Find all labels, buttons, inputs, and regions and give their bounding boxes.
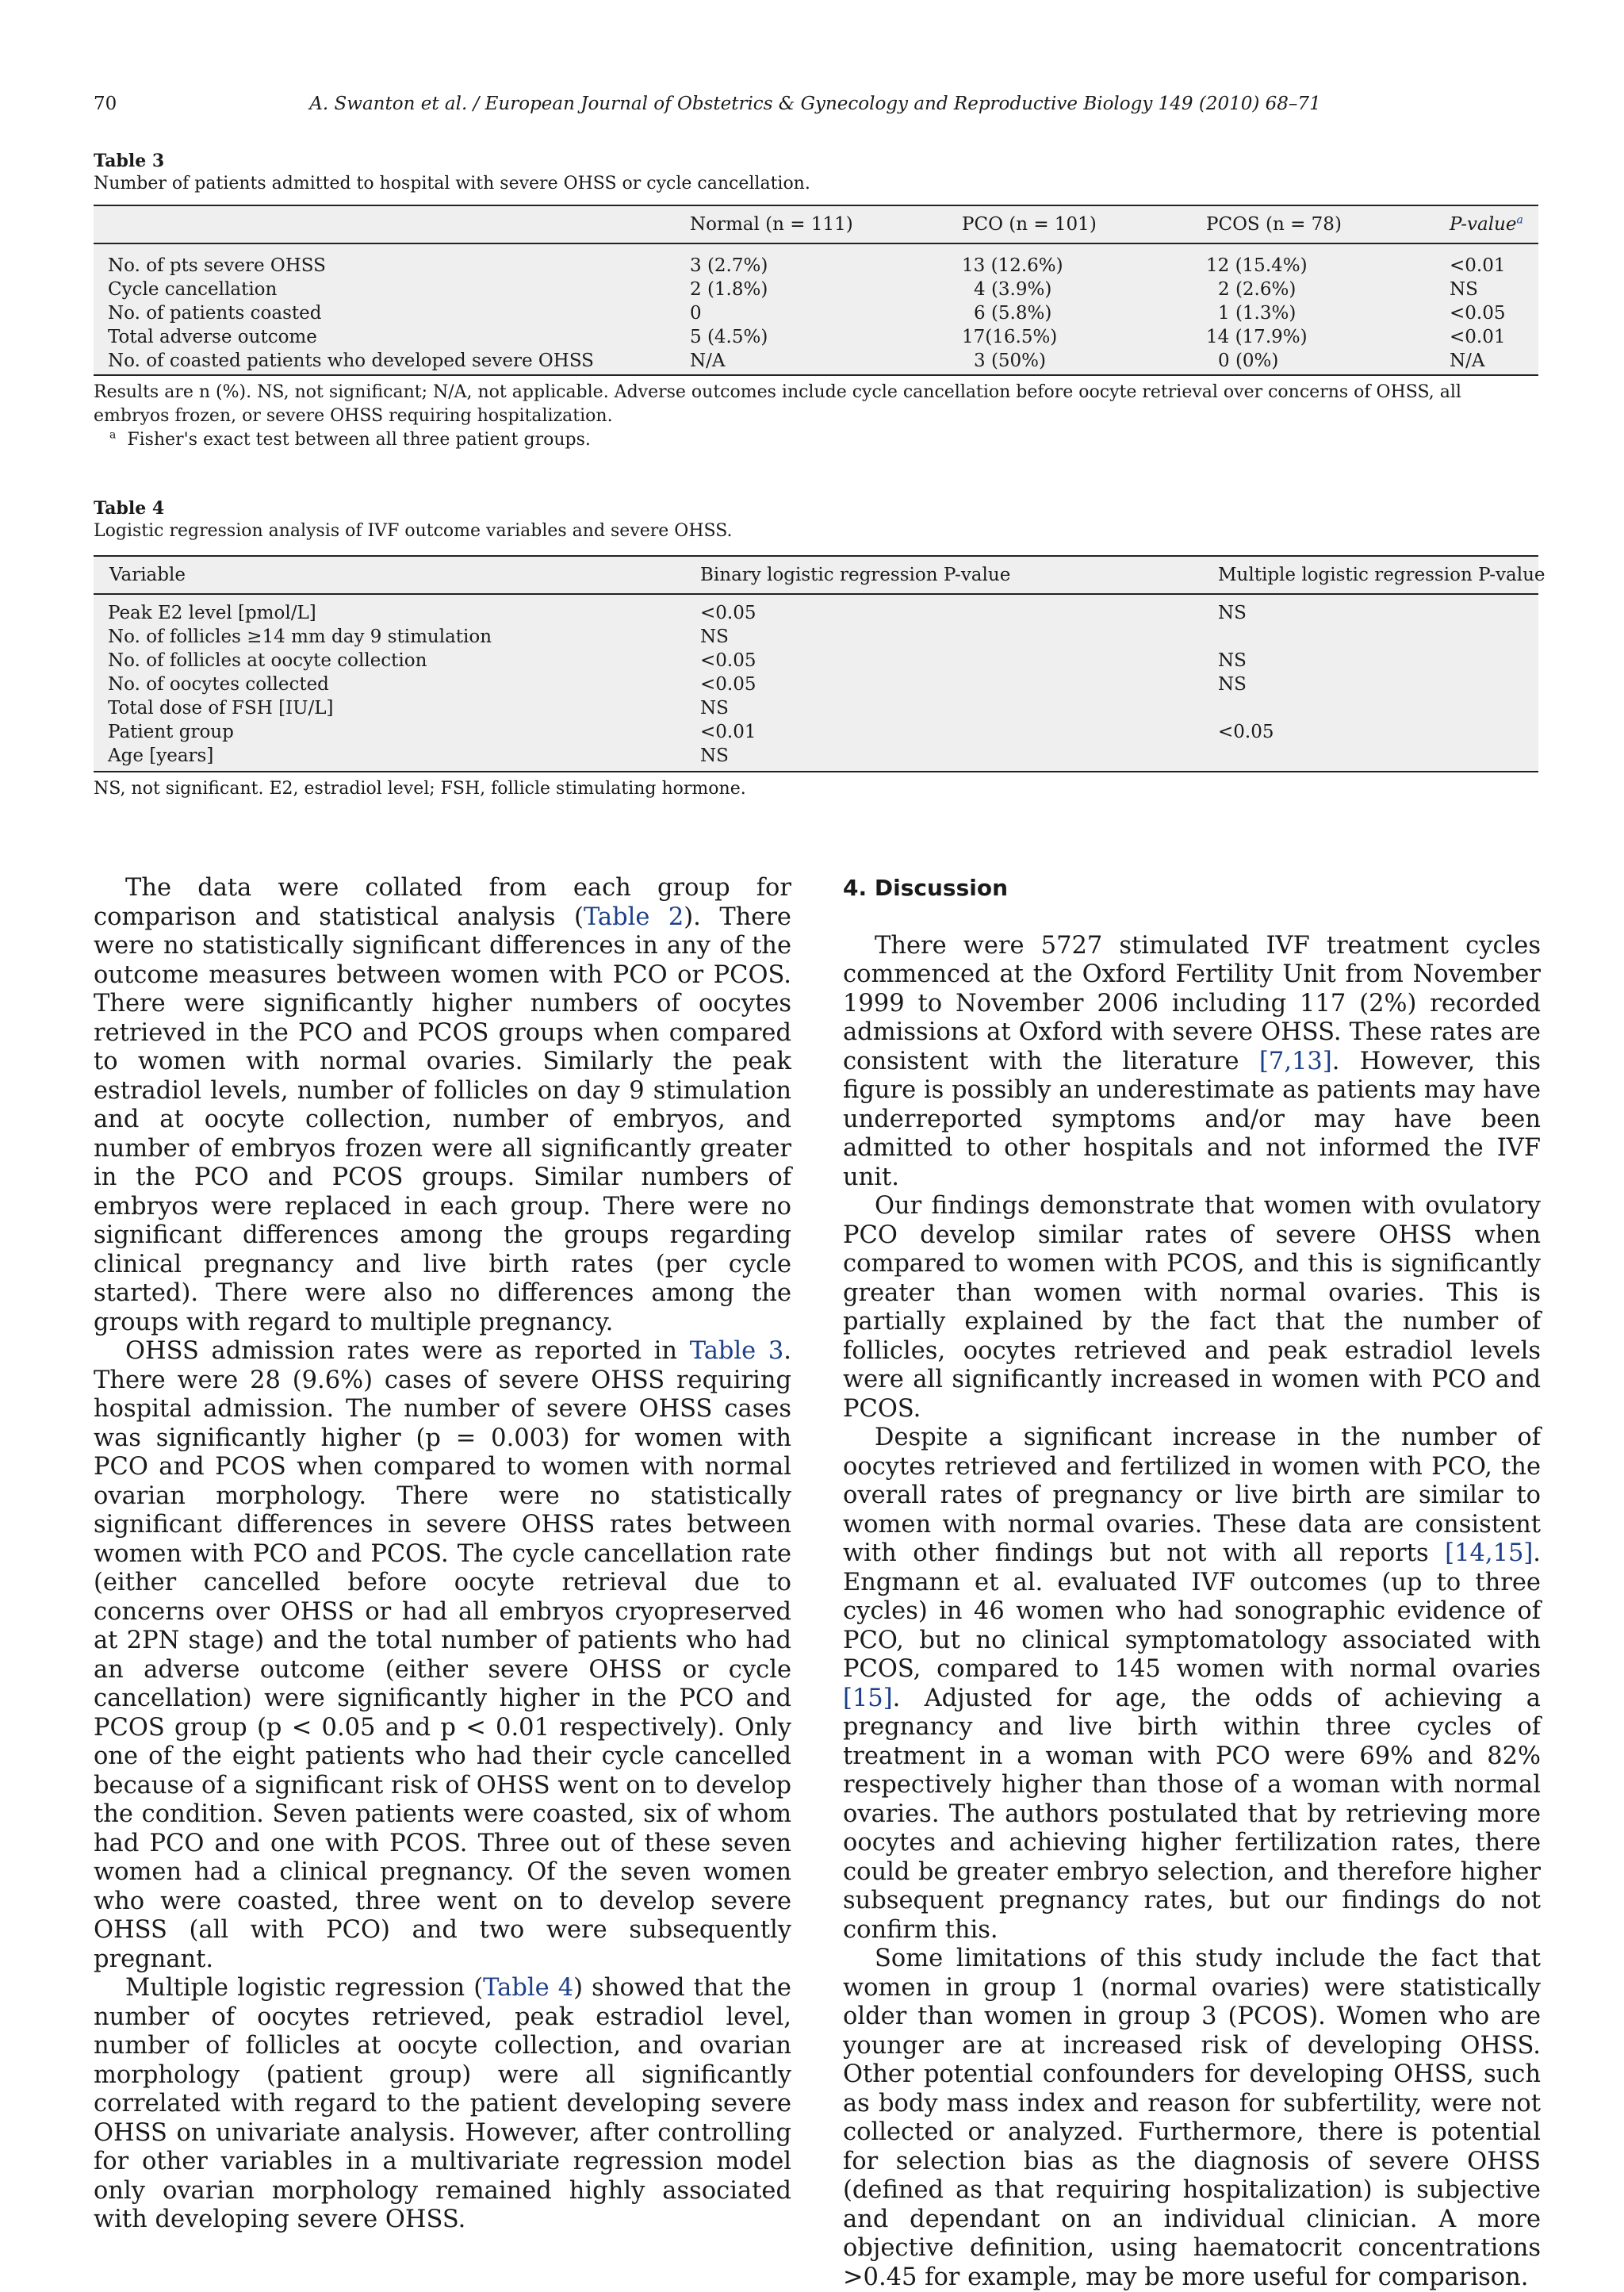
table4 bbox=[94, 555, 1545, 772]
table-row bbox=[94, 650, 1538, 674]
table3-notes bbox=[94, 381, 1538, 452]
table3-cell-normal: 0 bbox=[690, 303, 702, 324]
table3-footnote-text: Fisher's exact test between all three patient groups. bbox=[127, 430, 591, 450]
table4-header-row bbox=[94, 557, 1545, 595]
table3-cell-normal: 2 (1.8%) bbox=[690, 279, 768, 300]
table3-cell-pvalue: N/A bbox=[1450, 351, 1485, 371]
table3-cell-label: Total adverse outcome bbox=[108, 327, 317, 347]
table3-cell-label: No. of pts severe OHSS bbox=[108, 255, 326, 276]
table4-link[interactable]: Table 4 bbox=[483, 1974, 574, 2002]
table-row bbox=[94, 303, 1538, 327]
table3-label: Table 3 bbox=[94, 151, 165, 171]
table4-cell-binary: NS bbox=[700, 627, 729, 647]
table3-caption: Number of patients admitted to hospital with severe OHSS or cycle cancellation. bbox=[94, 174, 810, 194]
table3-cell-pcos: 14 (17.9%) bbox=[1206, 327, 1308, 347]
table3-header-pvalue: P-value$^a$ bbox=[1450, 213, 1523, 235]
table-row bbox=[94, 674, 1538, 698]
right-paragraph-4: Some limitations of this study include the fact that women in group 1 (normal ovaries) were statistically older than women in group 3 (PCOS). Women who are younger are at increased risk of developing OHSS. Other potential confounders for developing OHSS, such as body mass index and reason for subfertility, were not collected or analyzed. Furthermore, there is potential for selection bias as the diagnosis of severe OHSS (defined as that requiring hospitalization) is subjective and dependant on an individual clinician. A more objective definition, using haematocrit concentrations >0.45 for example, may be more useful for comparison. bbox=[843, 1945, 1541, 2291]
table4-header-multiple: Multiple logistic regression P-value bbox=[1218, 565, 1545, 585]
table3-cell-label: No. of patients coasted bbox=[108, 303, 322, 324]
table4-cell-multiple: NS bbox=[1218, 650, 1247, 671]
left-paragraph-2: OHSS admission rates were as reported in Table 3. There were 28 (9.6%) cases of severe OHSS requiring hospital admission. The number of severe OHSS cases was significantly higher (p = 0.003) for women with PCO and PCOS when compared to women with normal ovarian morphology. There were no statistically significant differences in severe OHSS rates between women with PCO and PCOS. The cycle cancellation rate (either cancelled before oocyte retrieval due to concerns over OHSS or had all embryos cryopreserved at 2PN stage) and the total number of patients who had an adverse outcome (either severe OHSS or cycle cancellation) were significantly higher in the PCO and PCOS group (p < 0.05 and p < 0.01 respectively). Only one of the eight patients who had their cycle cancelled because of a significant risk of OHSS went on to develop the condition. Seven patients were coasted, six of whom had PCO and one with PCOS. Three out of these seven women had a clinical pregnancy. Of the seven women who were coasted, three went on to develop severe OHSS (all with PCO) and two were subsequently pregnant. bbox=[94, 1337, 791, 1973]
table3-footnote bbox=[94, 428, 1538, 452]
table3-cell-pvalue: <0.05 bbox=[1450, 303, 1506, 324]
table4-header-variable: Variable bbox=[109, 565, 186, 585]
table4-cell-variable: No. of follicles at oocyte collection bbox=[108, 650, 427, 671]
table3-cell-label: Cycle cancellation bbox=[108, 279, 278, 300]
table3-cell-pcos: 2 (2.6%) bbox=[1218, 279, 1297, 300]
table4-cell-binary: NS bbox=[700, 745, 729, 766]
table3-cell-pcos: 0 (0%) bbox=[1218, 351, 1279, 371]
table3-cell-normal: N/A bbox=[690, 351, 726, 371]
table-row bbox=[94, 698, 1538, 722]
table4-cell-variable: No. of follicles ≥14 mm day 9 stimulation bbox=[108, 627, 492, 647]
left-paragraph-1: The data were collated from each group for comparison and statistical analysis (Table 2). There were no statistically significant differences in any of the outcome measures between women with PCO or PCOS. There were significantly higher numbers of oocytes retrieved in the PCO and PCOS groups when compared to women with normal ovaries. Similarly the peak estradiol levels, number of follicles on day 9 stimulation and at oocyte collection, number of embryos, and number of embryos frozen were all significantly greater in the PCO and PCOS groups. Similar numbers of embryos were replaced in each group. There were no significant differences among the groups regarding clinical pregnancy and live birth rates (per cycle started). There were also no differences among the groups with regard to multiple pregnancy. bbox=[94, 874, 791, 1336]
table3-body bbox=[94, 244, 1538, 374]
table3-cell-pcos: 12 (15.4%) bbox=[1206, 255, 1308, 276]
table4-cell-binary: <0.05 bbox=[700, 650, 756, 671]
table3 bbox=[94, 205, 1538, 376]
ref-14-15-link[interactable]: [14,15] bbox=[1445, 1539, 1534, 1567]
table4-cell-variable: Peak E2 level [pmol/L] bbox=[108, 603, 316, 623]
table3-header-pcos: PCOS (n = 78) bbox=[1206, 214, 1342, 235]
discussion-heading: 4. Discussion bbox=[843, 875, 1009, 901]
table4-cell-multiple: NS bbox=[1218, 603, 1247, 623]
table4-cell-multiple: <0.05 bbox=[1218, 722, 1274, 742]
table4-cell-variable: No. of oocytes collected bbox=[108, 674, 329, 695]
table3-footnote-marker: a bbox=[109, 428, 117, 442]
table2-link[interactable]: Table 2 bbox=[583, 903, 684, 931]
right-paragraph-3: Despite a significant increase in the number of oocytes retrieved and fertilized in women with PCO, the overall rates of pregnancy or live birth are similar to women with normal ovaries. These data are consistent with other findings but not with all reports [14,15]. Engmann et al. evaluated IVF outcomes (up to three cycles) in 46 women who had sonographic evidence of PCO, but no clinical symptomatology associated with PCOS, compared to 145 women with normal ovaries [15]. Adjusted for age, the odds of achieving a pregnancy and live birth within three cycles of treatment in a woman with PCO were 69% and 82% respectively higher than those of a woman with normal ovaries. The authors postulated that by retrieving more oocytes and achieving higher fertilization rates, there could be greater embryo selection, and therefore higher subsequent pregnancy rates, but our findings do not confirm this. bbox=[843, 1424, 1541, 1944]
table4-cell-binary: NS bbox=[700, 698, 729, 719]
left-paragraph-3: Multiple logistic regression (Table 4) showed that the number of oocytes retrieved, peak estradiol level, number of follicles at oocyte collection, and ovarian morphology (patient group) were all significantly correlated with regard to the patient developing severe OHSS on univariate analysis. However, after controlling for other variables in a multivariate regression model only ovarian morphology remained highly associated with developing severe OHSS. bbox=[94, 1974, 791, 2233]
table3-cell-pvalue: NS bbox=[1450, 279, 1478, 300]
page-number: 70 bbox=[94, 94, 117, 114]
table3-cell-normal: 3 (2.7%) bbox=[690, 255, 768, 276]
table-row bbox=[94, 327, 1538, 351]
table3-header-normal: Normal (n = 111) bbox=[690, 214, 853, 235]
table3-header-row bbox=[94, 206, 1538, 244]
table3-link[interactable]: Table 3 bbox=[689, 1337, 784, 1365]
table4-cell-variable: Total dose of FSH [IU/L] bbox=[108, 698, 334, 719]
right-column bbox=[843, 874, 1541, 2292]
journal-citation: A. Swanton et al. / European Journal of Obstetrics & Gynecology and Reproductive Biology 149 (2010) 68–71 bbox=[309, 94, 1321, 114]
table-row bbox=[94, 722, 1538, 745]
left-column bbox=[94, 874, 791, 2235]
table3-cell-normal: 5 (4.5%) bbox=[690, 327, 768, 347]
ref-7-13-link[interactable]: [7,13] bbox=[1259, 1047, 1332, 1075]
table3-cell-pco: 17(16.5%) bbox=[962, 327, 1058, 347]
table4-cell-variable: Patient group bbox=[108, 722, 234, 742]
table4-cell-binary: <0.01 bbox=[700, 722, 756, 742]
table3-cell-pco: 4 (3.9%) bbox=[974, 279, 1052, 300]
table3-cell-pcos: 1 (1.3%) bbox=[1218, 303, 1297, 324]
running-header bbox=[94, 94, 1537, 125]
table-row bbox=[94, 279, 1538, 303]
table-row bbox=[94, 255, 1538, 279]
table-row bbox=[94, 745, 1538, 769]
table4-cell-multiple: NS bbox=[1218, 674, 1247, 695]
ref-15-link[interactable]: [15] bbox=[843, 1684, 893, 1712]
table3-footnote-ref[interactable]: a bbox=[1516, 213, 1523, 227]
table4-notes bbox=[94, 777, 1538, 801]
table-row bbox=[94, 627, 1538, 650]
right-paragraph-1: There were 5727 stimulated IVF treatment cycles commenced at the Oxford Fertility Unit from November 1999 to November 2006 including 117 (2%) recorded admissions at Oxford with severe OHSS. These rates are consistent with the literature [7,13]. However, this figure is possibly an underestimate as patients may have underreported symptoms and/or may have been admitted to other hospitals and not informed the IVF unit. bbox=[843, 931, 1542, 1191]
table4-label: Table 4 bbox=[94, 498, 165, 519]
table-row bbox=[94, 603, 1538, 627]
table3-cell-pco: 3 (50%) bbox=[974, 351, 1047, 371]
table4-cell-binary: <0.05 bbox=[700, 603, 756, 623]
table3-cell-pco: 13 (12.6%) bbox=[962, 255, 1063, 276]
table4-notes-text: NS, not significant. E2, estradiol level; FSH, follicle stimulating hormone. bbox=[94, 779, 746, 799]
table4-caption: Logistic regression analysis of IVF outcome variables and severe OHSS. bbox=[94, 521, 733, 541]
table4-cell-variable: Age [years] bbox=[108, 745, 214, 766]
table3-header-pco: PCO (n = 101) bbox=[962, 214, 1097, 235]
table4-cell-binary: <0.05 bbox=[700, 674, 756, 695]
right-paragraph-2: Our findings demonstrate that women with ovulatory PCO develop similar rates of severe OHSS when compared to women with PCOS, and this is significantly greater than women with normal ovaries. This is partially explained by the fact that the number of follicles, oocytes retrieved and peak estradiol levels were all significantly increased in women with PCO and PCOS. bbox=[843, 1192, 1541, 1423]
table3-cell-pvalue: <0.01 bbox=[1450, 255, 1506, 276]
table3-cell-pco: 6 (5.8%) bbox=[974, 303, 1052, 324]
table3-cell-pvalue: <0.01 bbox=[1450, 327, 1506, 347]
table3-notes-text: Results are n (%). NS, not significant; N/A, not applicable. Adverse outcomes include cycle cancellation before oocyte retrieval over concerns of OHSS, all embryos frozen, or severe OHSS requiring hospitalization. bbox=[94, 382, 1461, 426]
table-row bbox=[94, 351, 1538, 374]
table3-cell-label: No. of coasted patients who developed severe OHSS bbox=[108, 351, 594, 371]
table4-body bbox=[94, 595, 1538, 769]
table4-header-binary: Binary logistic regression P-value bbox=[700, 565, 1011, 585]
